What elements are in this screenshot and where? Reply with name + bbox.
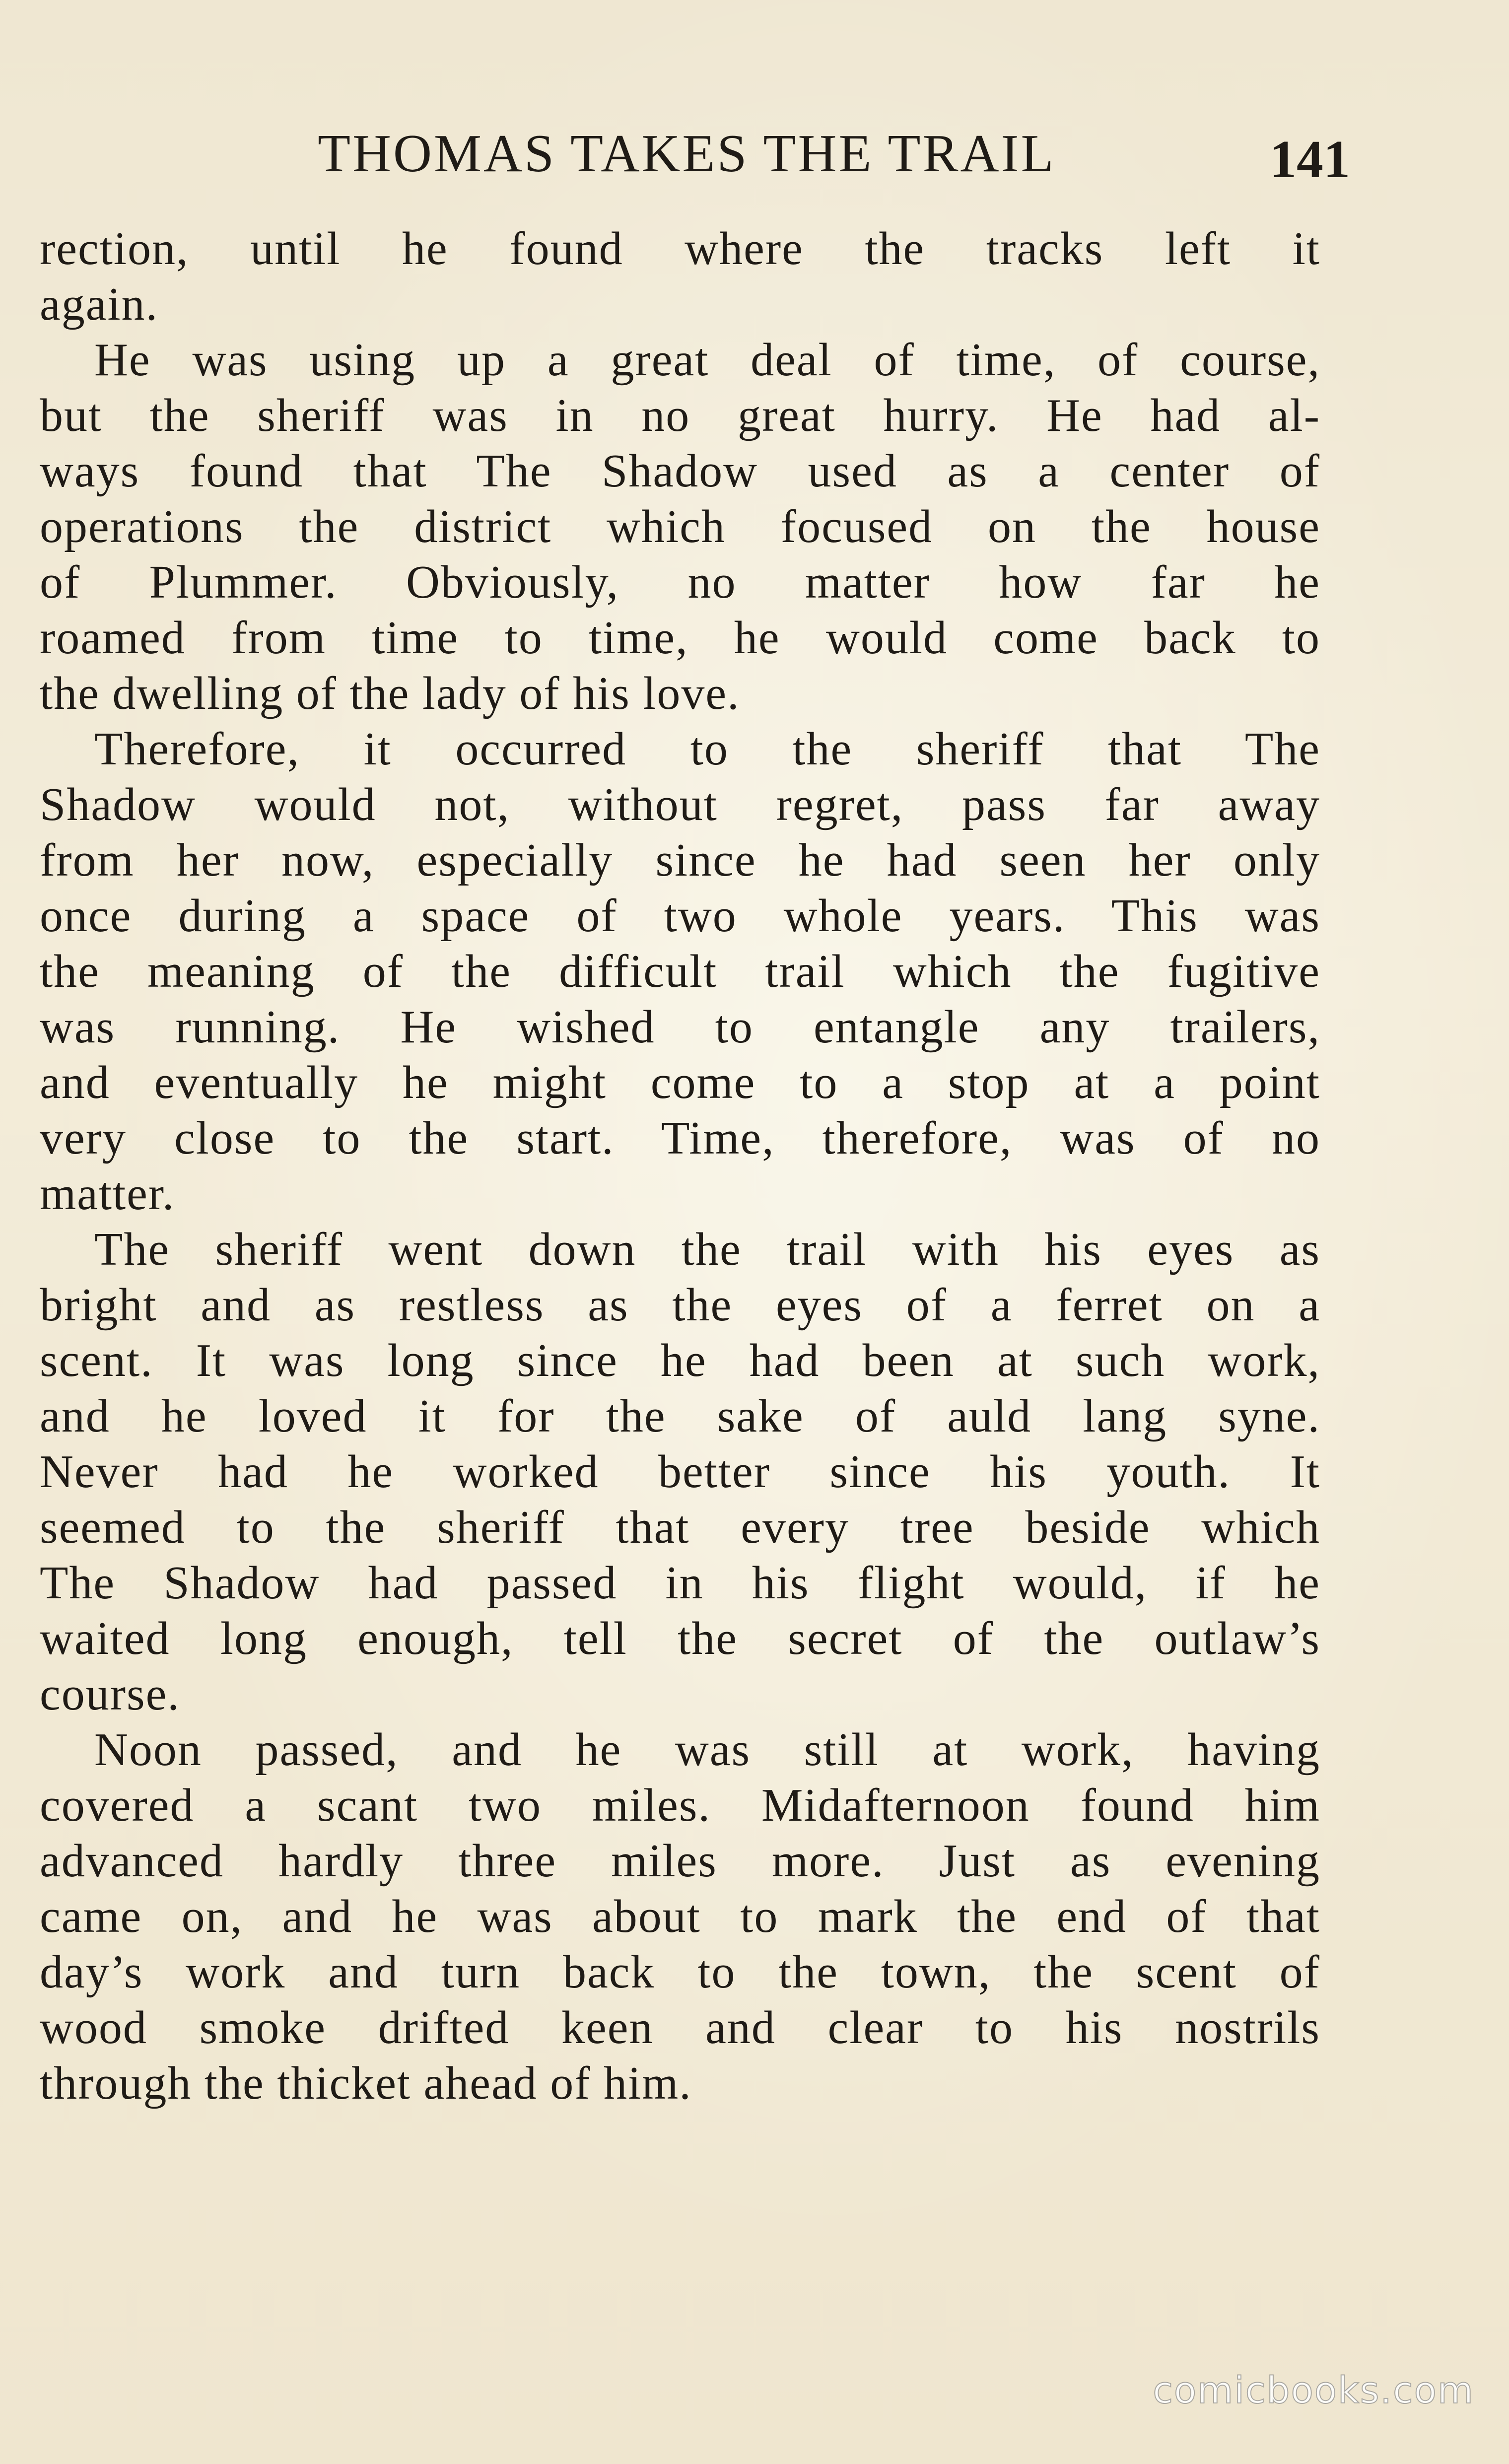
text-line: Therefore, it occurred to the sheriff that The (94, 723, 1320, 775)
text-line: very close to the start. Time, therefore, was of no (40, 1112, 1320, 1164)
text-line: bright and as restless as the eyes of a ferret on a (40, 1279, 1320, 1331)
text-line: roamed from time to time, he would come back to (40, 612, 1320, 664)
text-line: course. (40, 1668, 180, 1720)
text-line: advanced hardly three miles more. Just as evening (40, 1835, 1320, 1887)
text-line: Never had he worked better since his youth. It (40, 1446, 1320, 1498)
page-header (318, 118, 1350, 193)
text-line: wood smoke drifted keen and clear to his nostrils (40, 2002, 1320, 2053)
text-line: through the thicket ahead of him. (40, 2057, 692, 2109)
text-line: once during a space of two whole years. This was (40, 890, 1320, 942)
text-line: He was using up a great deal of time, of course, (94, 334, 1320, 386)
watermark: comicbooks.com (1153, 2369, 1474, 2412)
page-number: 141 (1270, 130, 1350, 189)
text-line: The sheriff went down the trail with his eyes as (94, 1224, 1320, 1275)
text-line: day’s work and turn back to the town, the scent of (40, 1946, 1320, 1998)
text-line: but the sheriff was in no great hurry. He had al- (40, 390, 1320, 441)
text-line: the meaning of the difficult trail which the fugitive (40, 946, 1320, 997)
running-head: THOMAS TAKES THE TRAIL (318, 124, 1056, 183)
text-line: again. (40, 278, 159, 330)
text-line: ways found that The Shadow used as a center of (40, 445, 1320, 497)
text-line: and he loved it for the sake of auld lang syne. (40, 1390, 1320, 1442)
body-text (40, 221, 1320, 2111)
text-line: scent. It was long since he had been at such work, (40, 1335, 1320, 1386)
text-line: matter. (40, 1168, 175, 1220)
text-line: Shadow would not, without regret, pass far away (40, 779, 1320, 830)
text-line: from her now, especially since he had seen her only (40, 834, 1320, 886)
text-line: came on, and he was about to mark the end of that (40, 1891, 1320, 1942)
text-line: covered a scant two miles. Midafternoon found him (40, 1780, 1320, 1831)
text-line: The Shadow had passed in his flight would, if he (40, 1557, 1320, 1609)
text-line: operations the district which focused on the house (40, 501, 1320, 552)
text-line: was running. He wished to entangle any trailers, (40, 1001, 1320, 1053)
text-line: Noon passed, and he was still at work, having (94, 1724, 1320, 1776)
text-line: seemed to the sheriff that every tree beside which (40, 1502, 1320, 1553)
text-line: of Plummer. Obviously, no matter how far he (40, 556, 1320, 608)
text-line: waited long enough, tell the secret of the outlaw’s (40, 1613, 1320, 1664)
text-line: rection, until he found where the tracks left it (40, 223, 1320, 274)
text-line: and eventually he might come to a stop at a point (40, 1057, 1320, 1108)
text-line: the dwelling of the lady of his love. (40, 668, 740, 719)
